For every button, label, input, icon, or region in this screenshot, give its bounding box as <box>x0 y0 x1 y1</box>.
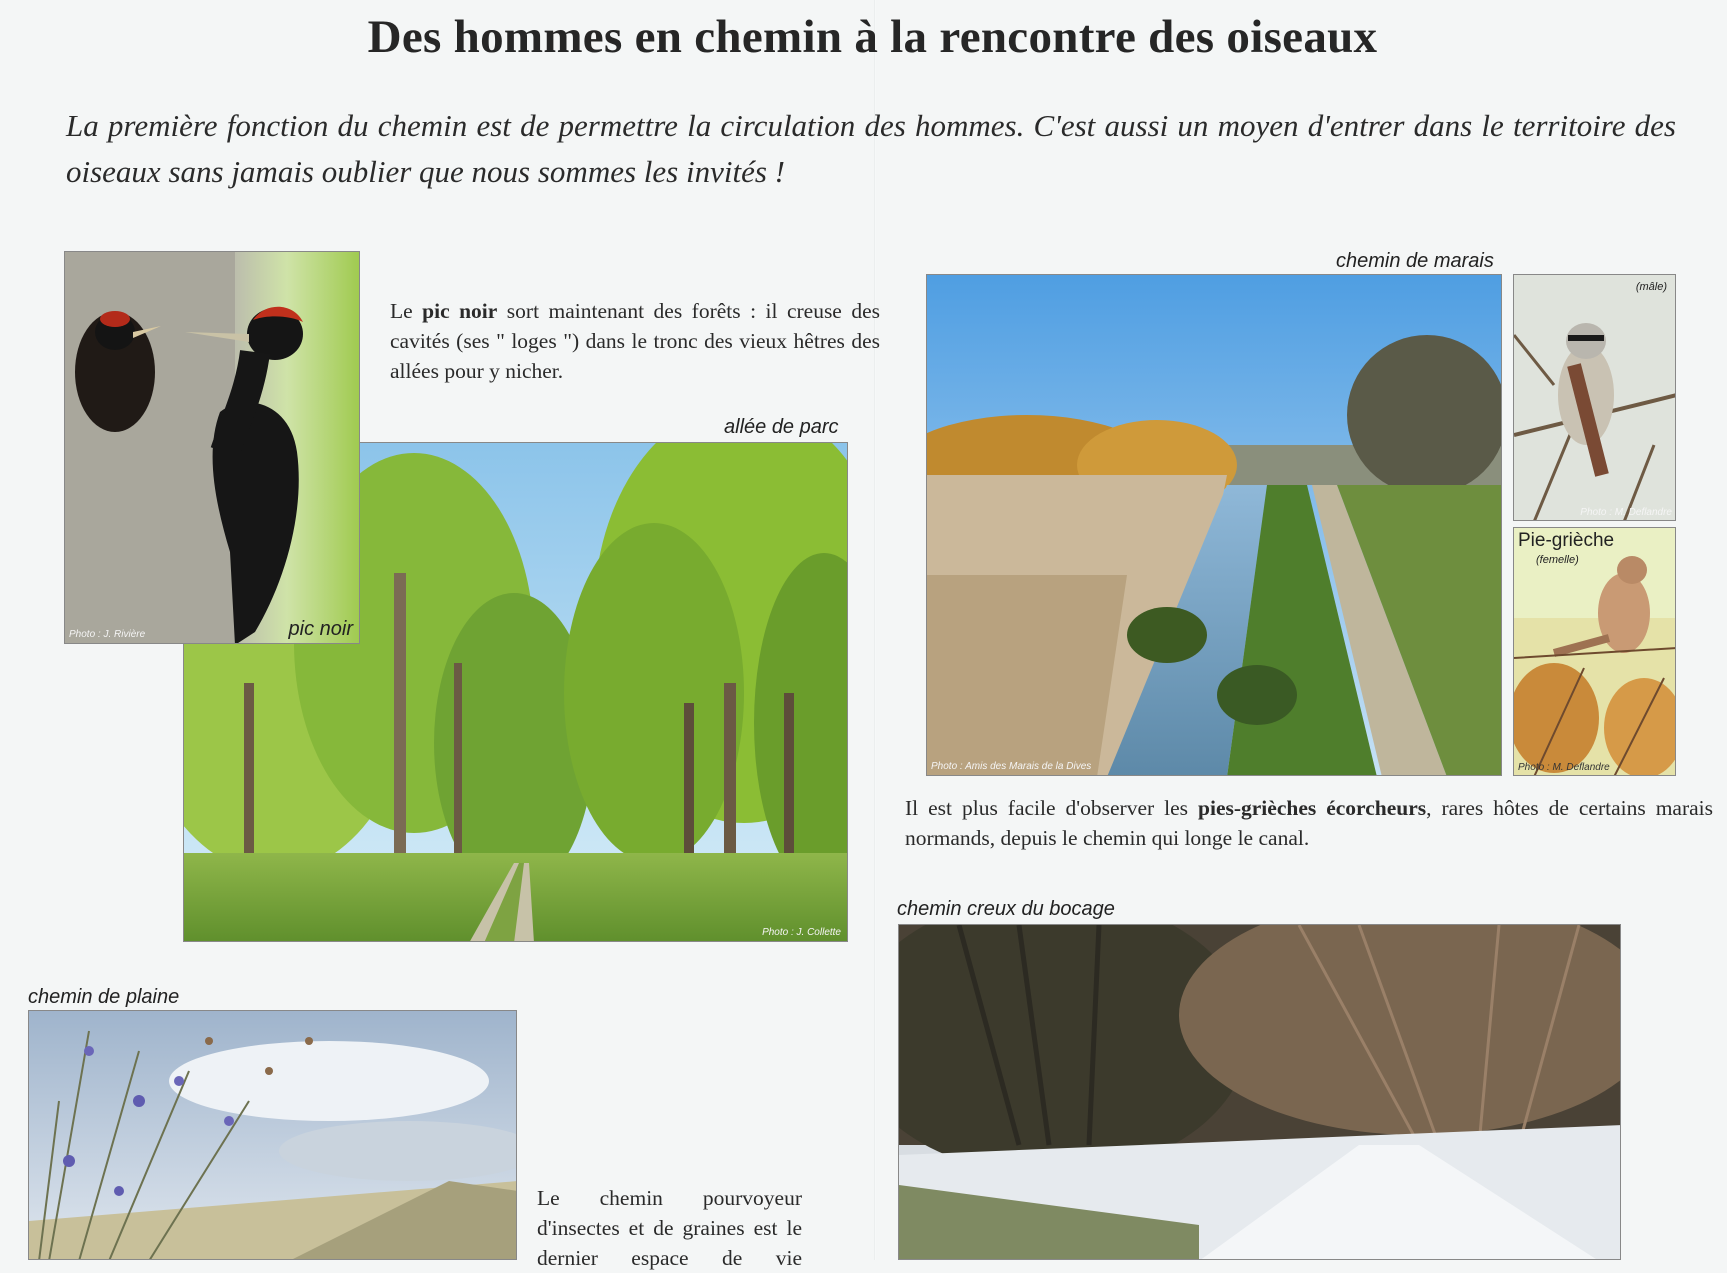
pie-grieche-text-before: Il est plus facile d'observer les <box>905 796 1199 820</box>
pie-grieche-femelle-label: (femelle) <box>1536 554 1579 566</box>
pie-grieche-bold: pies-grièches écorcheurs <box>1198 796 1427 820</box>
chemin-de-plaine-photo <box>28 1010 517 1260</box>
plaine-paragraph: Le chemin pourvoyeur d'insectes et de graines est le dernier espace de vie <box>537 1186 802 1270</box>
pic-noir-text-before: Le <box>390 299 423 323</box>
pic-noir-label: pic noir <box>288 618 353 640</box>
pie-grieche-male-photo <box>1513 274 1676 521</box>
allee-credit: Photo : J. Collette <box>762 927 841 938</box>
pie-grieche-name: Pie-grièche <box>1518 530 1615 551</box>
intro-paragraph: La première fonction du chemin est de permettre la circulation des hommes. C'est aussi un moyen d'entrer dans le territoire des oiseaux sans jamais oublier que nous sommes les invités ! <box>66 108 1676 189</box>
page-title: Des hommes en chemin à la rencontre des oiseaux <box>367 11 1378 63</box>
pic-noir-photo <box>64 251 360 644</box>
pie-grieche-femelle-photo <box>1513 527 1676 776</box>
pie-grieche-male-label: (mâle) <box>1635 281 1667 293</box>
pic-noir-bold: pic noir <box>422 299 498 323</box>
pic-noir-credit: Photo : J. Rivière <box>69 629 146 640</box>
chemin-creux-photo <box>898 924 1621 1260</box>
allee-caption: allée de parc <box>724 416 839 438</box>
pic-noir-paragraph <box>390 296 880 386</box>
pie-grieche-paragraph <box>905 793 1713 853</box>
plaine-caption: chemin de plaine <box>28 986 180 1008</box>
marais-credit: Photo : Amis des Marais de la Dives <box>931 761 1092 772</box>
chemin-de-marais-photo <box>926 274 1502 776</box>
marais-caption: chemin de marais <box>1336 250 1494 272</box>
bocage-caption: chemin creux du bocage <box>897 898 1115 920</box>
pie-grieche-text-after: , rares hôtes de certains marais normands, depuis le chemin qui longe le canal. <box>905 796 1714 850</box>
pic-noir-text-after: sort maintenant des forêts : il creuse des cavités (ses " loges ") dans le tronc des vieux hêtres des allées pour y nicher. <box>390 299 880 383</box>
pie-grieche-femelle-credit: Photo : M. Deflandre <box>1518 762 1610 773</box>
pie-grieche-male-credit: Photo : M. Deflandre <box>1580 507 1672 518</box>
